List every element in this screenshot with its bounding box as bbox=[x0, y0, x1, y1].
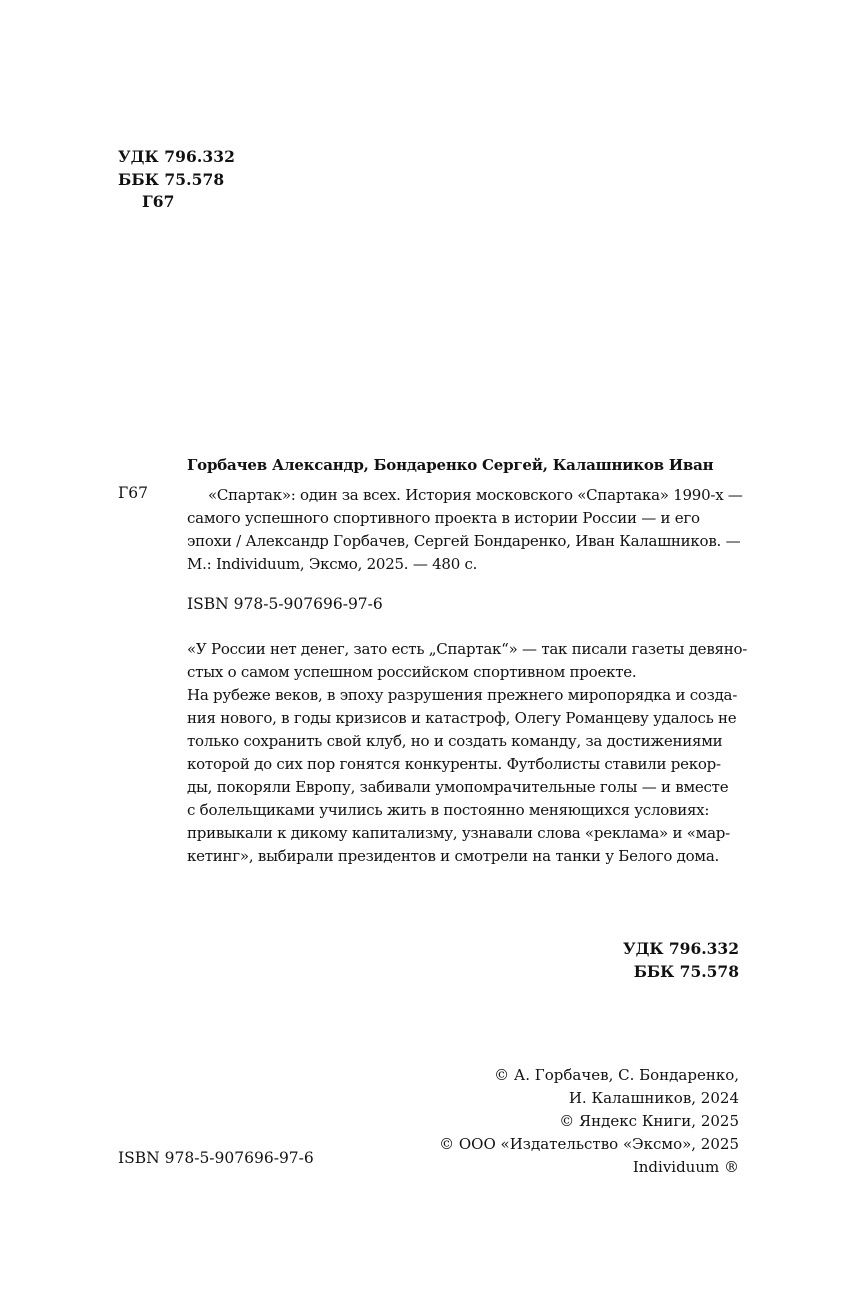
copyright-block bbox=[439, 1064, 739, 1179]
annotation-line: «У России нет денег, зато есть „Спартак“» — так писали газеты девяно- bbox=[187, 640, 748, 658]
biblio-line: самого успешного спортивного проекта в истории России — и его bbox=[187, 509, 700, 527]
annotation-line: с болельщиками учились жить в постоянно меняющихся условиях: bbox=[187, 801, 710, 819]
bbk-code: ББК 75.578 bbox=[118, 169, 225, 189]
bibliographic-description bbox=[187, 484, 743, 576]
annotation-line: На рубеже веков, в эпоху разрушения прежнего миропорядка и созда- bbox=[187, 686, 738, 704]
author-mark-side: Г67 bbox=[118, 484, 148, 502]
copyright-line: © ООО «Издательство «Эксмо», 2025 bbox=[439, 1135, 739, 1153]
authors-heading: Горбачев Александр, Бондаренко Сергей, Калашников Иван bbox=[187, 456, 714, 474]
biblio-line: М.: Individuum, Эксмо, 2025. — 480 с. bbox=[187, 555, 478, 573]
bbk-code-bottom: ББК 75.578 bbox=[633, 962, 739, 981]
annotation-line: ния нового, в годы кризисов и катастроф, Олегу Романцеву удалось не bbox=[187, 709, 737, 727]
annotation-line: кетинг», выбирали президентов и смотрели на танки у Белого дома. bbox=[187, 847, 720, 865]
udk-code-bottom: УДК 796.332 bbox=[623, 939, 739, 958]
classification-top bbox=[118, 146, 235, 214]
udk-code: УДК 796.332 bbox=[118, 147, 236, 166]
annotation bbox=[187, 638, 748, 868]
biblio-line: «Спартак»: один за всех. История московского «Спартака» 1990-х — bbox=[208, 486, 743, 504]
annotation-line: ды, покоряли Европу, забивали умопомрачительные голы — и вместе bbox=[187, 778, 729, 796]
annotation-line: только сохранить свой клуб, но и создать команду, за достижениями bbox=[187, 732, 723, 750]
classification-bottom bbox=[623, 937, 739, 983]
copyright-line: Individuum ® bbox=[632, 1158, 739, 1176]
copyright-line: © А. Горбачев, С. Бондаренко, bbox=[494, 1066, 739, 1084]
author-mark: Г67 bbox=[142, 192, 175, 211]
annotation-line: которой до сих пор гонятся конкуренты. Футболисты ставили рекор- bbox=[187, 755, 721, 773]
biblio-line: эпохи / Александр Горбачев, Сергей Бондаренко, Иван Калашников. — bbox=[187, 532, 741, 550]
isbn-bottom: ISBN 978-5-907696-97-6 bbox=[118, 1149, 314, 1167]
annotation-line: привыкали к дикому капитализму, узнавали слова «реклама» и «мар- bbox=[187, 824, 730, 842]
annotation-line: стых о самом успешном российском спортивном проекте. bbox=[187, 663, 637, 681]
isbn-main: ISBN 978-5-907696-97-6 bbox=[187, 595, 383, 613]
copyright-line: И. Калашников, 2024 bbox=[568, 1089, 739, 1107]
copyright-line: © Яндекс Книги, 2025 bbox=[559, 1112, 739, 1130]
